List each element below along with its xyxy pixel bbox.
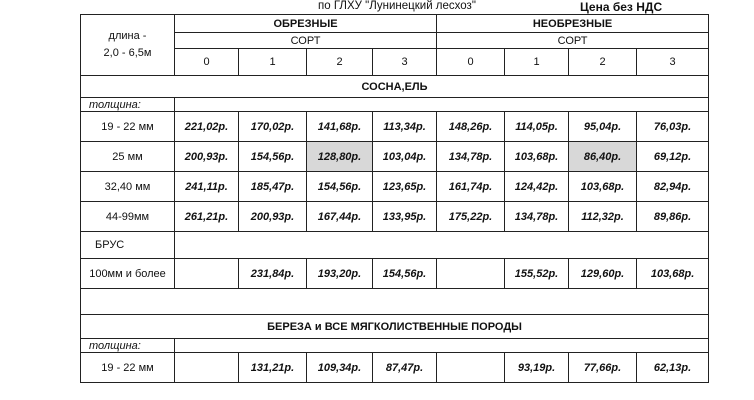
price-cell: 154,56р.	[373, 259, 437, 289]
grade-cell: 1	[505, 49, 569, 76]
organization-name: по ГЛХУ "Лунинецкий лесхоз"	[318, 0, 476, 12]
price-cell: 131,21р.	[239, 353, 307, 383]
price-cell	[437, 353, 505, 383]
price-cell: 200,93р.	[175, 142, 239, 172]
price-cell: 112,32р.	[569, 202, 637, 232]
table-row	[81, 259, 709, 289]
section-title-pine-spruce: СОСНА,ЕЛЬ	[81, 76, 709, 98]
grade-cell: 1	[239, 49, 307, 76]
grade-cell: 3	[373, 49, 437, 76]
price-cell: 89,86р.	[637, 202, 709, 232]
grade-cell: 2	[307, 49, 373, 76]
price-cell	[437, 259, 505, 289]
spacer-cell	[175, 232, 709, 259]
edged-sort-header: СОРТ	[175, 33, 437, 49]
price-cell: 77,66р.	[569, 353, 637, 383]
top-header	[0, 0, 754, 14]
price-cell: 62,13р.	[637, 353, 709, 383]
vat-note: Цена без НДС	[580, 0, 663, 14]
price-cell: 113,34р.	[373, 112, 437, 142]
beam-label: БРУС	[81, 232, 175, 259]
price-cell: 134,78р.	[505, 202, 569, 232]
row-label: 32,40 мм	[81, 172, 175, 202]
price-cell: 82,94р.	[637, 172, 709, 202]
unedged-sort-header: СОРТ	[437, 33, 709, 49]
grade-cell: 0	[175, 49, 239, 76]
edged-header: ОБРЕЗНЫЕ	[175, 15, 437, 33]
price-cell: 141,68р.	[307, 112, 373, 142]
price-cell: 114,05р.	[505, 112, 569, 142]
spacer-cell	[175, 339, 709, 353]
price-cell: 193,20р.	[307, 259, 373, 289]
thickness-label: толщина:	[81, 98, 175, 112]
grade-cell: 3	[637, 49, 709, 76]
price-cell: 154,56р.	[239, 142, 307, 172]
price-cell: 109,34р.	[307, 353, 373, 383]
grade-cell: 0	[437, 49, 505, 76]
length-header-cell	[81, 15, 175, 76]
price-cell: 185,47р.	[239, 172, 307, 202]
price-cell: 161,74р.	[437, 172, 505, 202]
length-range: 2,0 - 6,5м	[103, 47, 152, 59]
price-cell: 200,93р.	[239, 202, 307, 232]
price-cell: 128,80р.	[307, 142, 373, 172]
table-row	[81, 353, 709, 383]
length-label: длина -	[108, 30, 147, 42]
grade-cell: 2	[569, 49, 637, 76]
price-cell: 76,03р.	[637, 112, 709, 142]
price-cell: 69,12р.	[637, 142, 709, 172]
price-cell: 93,19р.	[505, 353, 569, 383]
table-row	[81, 142, 709, 172]
row-label: 25 мм	[81, 142, 175, 172]
price-cell: 103,68р.	[505, 142, 569, 172]
row-label: 19 - 22 мм	[81, 112, 175, 142]
price-cell: 175,22р.	[437, 202, 505, 232]
price-cell: 129,60р.	[569, 259, 637, 289]
row-label: 19 - 22 мм	[81, 353, 175, 383]
price-cell	[175, 353, 239, 383]
price-cell: 261,21р.	[175, 202, 239, 232]
price-cell: 167,44р.	[307, 202, 373, 232]
row-label: 100мм и более	[81, 259, 175, 289]
price-cell: 170,02р.	[239, 112, 307, 142]
price-cell: 134,78р.	[437, 142, 505, 172]
unedged-header: НЕОБРЕЗНЫЕ	[437, 15, 709, 33]
table-row	[81, 112, 709, 142]
price-cell: 241,11р.	[175, 172, 239, 202]
table-row	[81, 172, 709, 202]
price-cell: 231,84р.	[239, 259, 307, 289]
spacer-row	[81, 289, 709, 315]
price-cell: 86,40р.	[569, 142, 637, 172]
price-cell: 155,52р.	[505, 259, 569, 289]
price-cell	[175, 259, 239, 289]
price-cell: 103,68р.	[637, 259, 709, 289]
price-cell: 95,04р.	[569, 112, 637, 142]
spacer-cell	[175, 98, 709, 112]
price-cell: 154,56р.	[307, 172, 373, 202]
price-cell: 221,02р.	[175, 112, 239, 142]
price-cell: 103,04р.	[373, 142, 437, 172]
price-cell: 133,95р.	[373, 202, 437, 232]
thickness-label: толщина:	[81, 339, 175, 353]
price-cell: 87,47р.	[373, 353, 437, 383]
price-table	[80, 14, 709, 383]
price-cell: 148,26р.	[437, 112, 505, 142]
price-cell: 103,68р.	[569, 172, 637, 202]
table-row	[81, 202, 709, 232]
row-label: 44-99мм	[81, 202, 175, 232]
price-cell: 123,65р.	[373, 172, 437, 202]
section-title-birch: БЕРЕЗА и ВСЕ МЯГКОЛИСТВЕННЫЕ ПОРОДЫ	[81, 315, 709, 339]
price-cell: 124,42р.	[505, 172, 569, 202]
